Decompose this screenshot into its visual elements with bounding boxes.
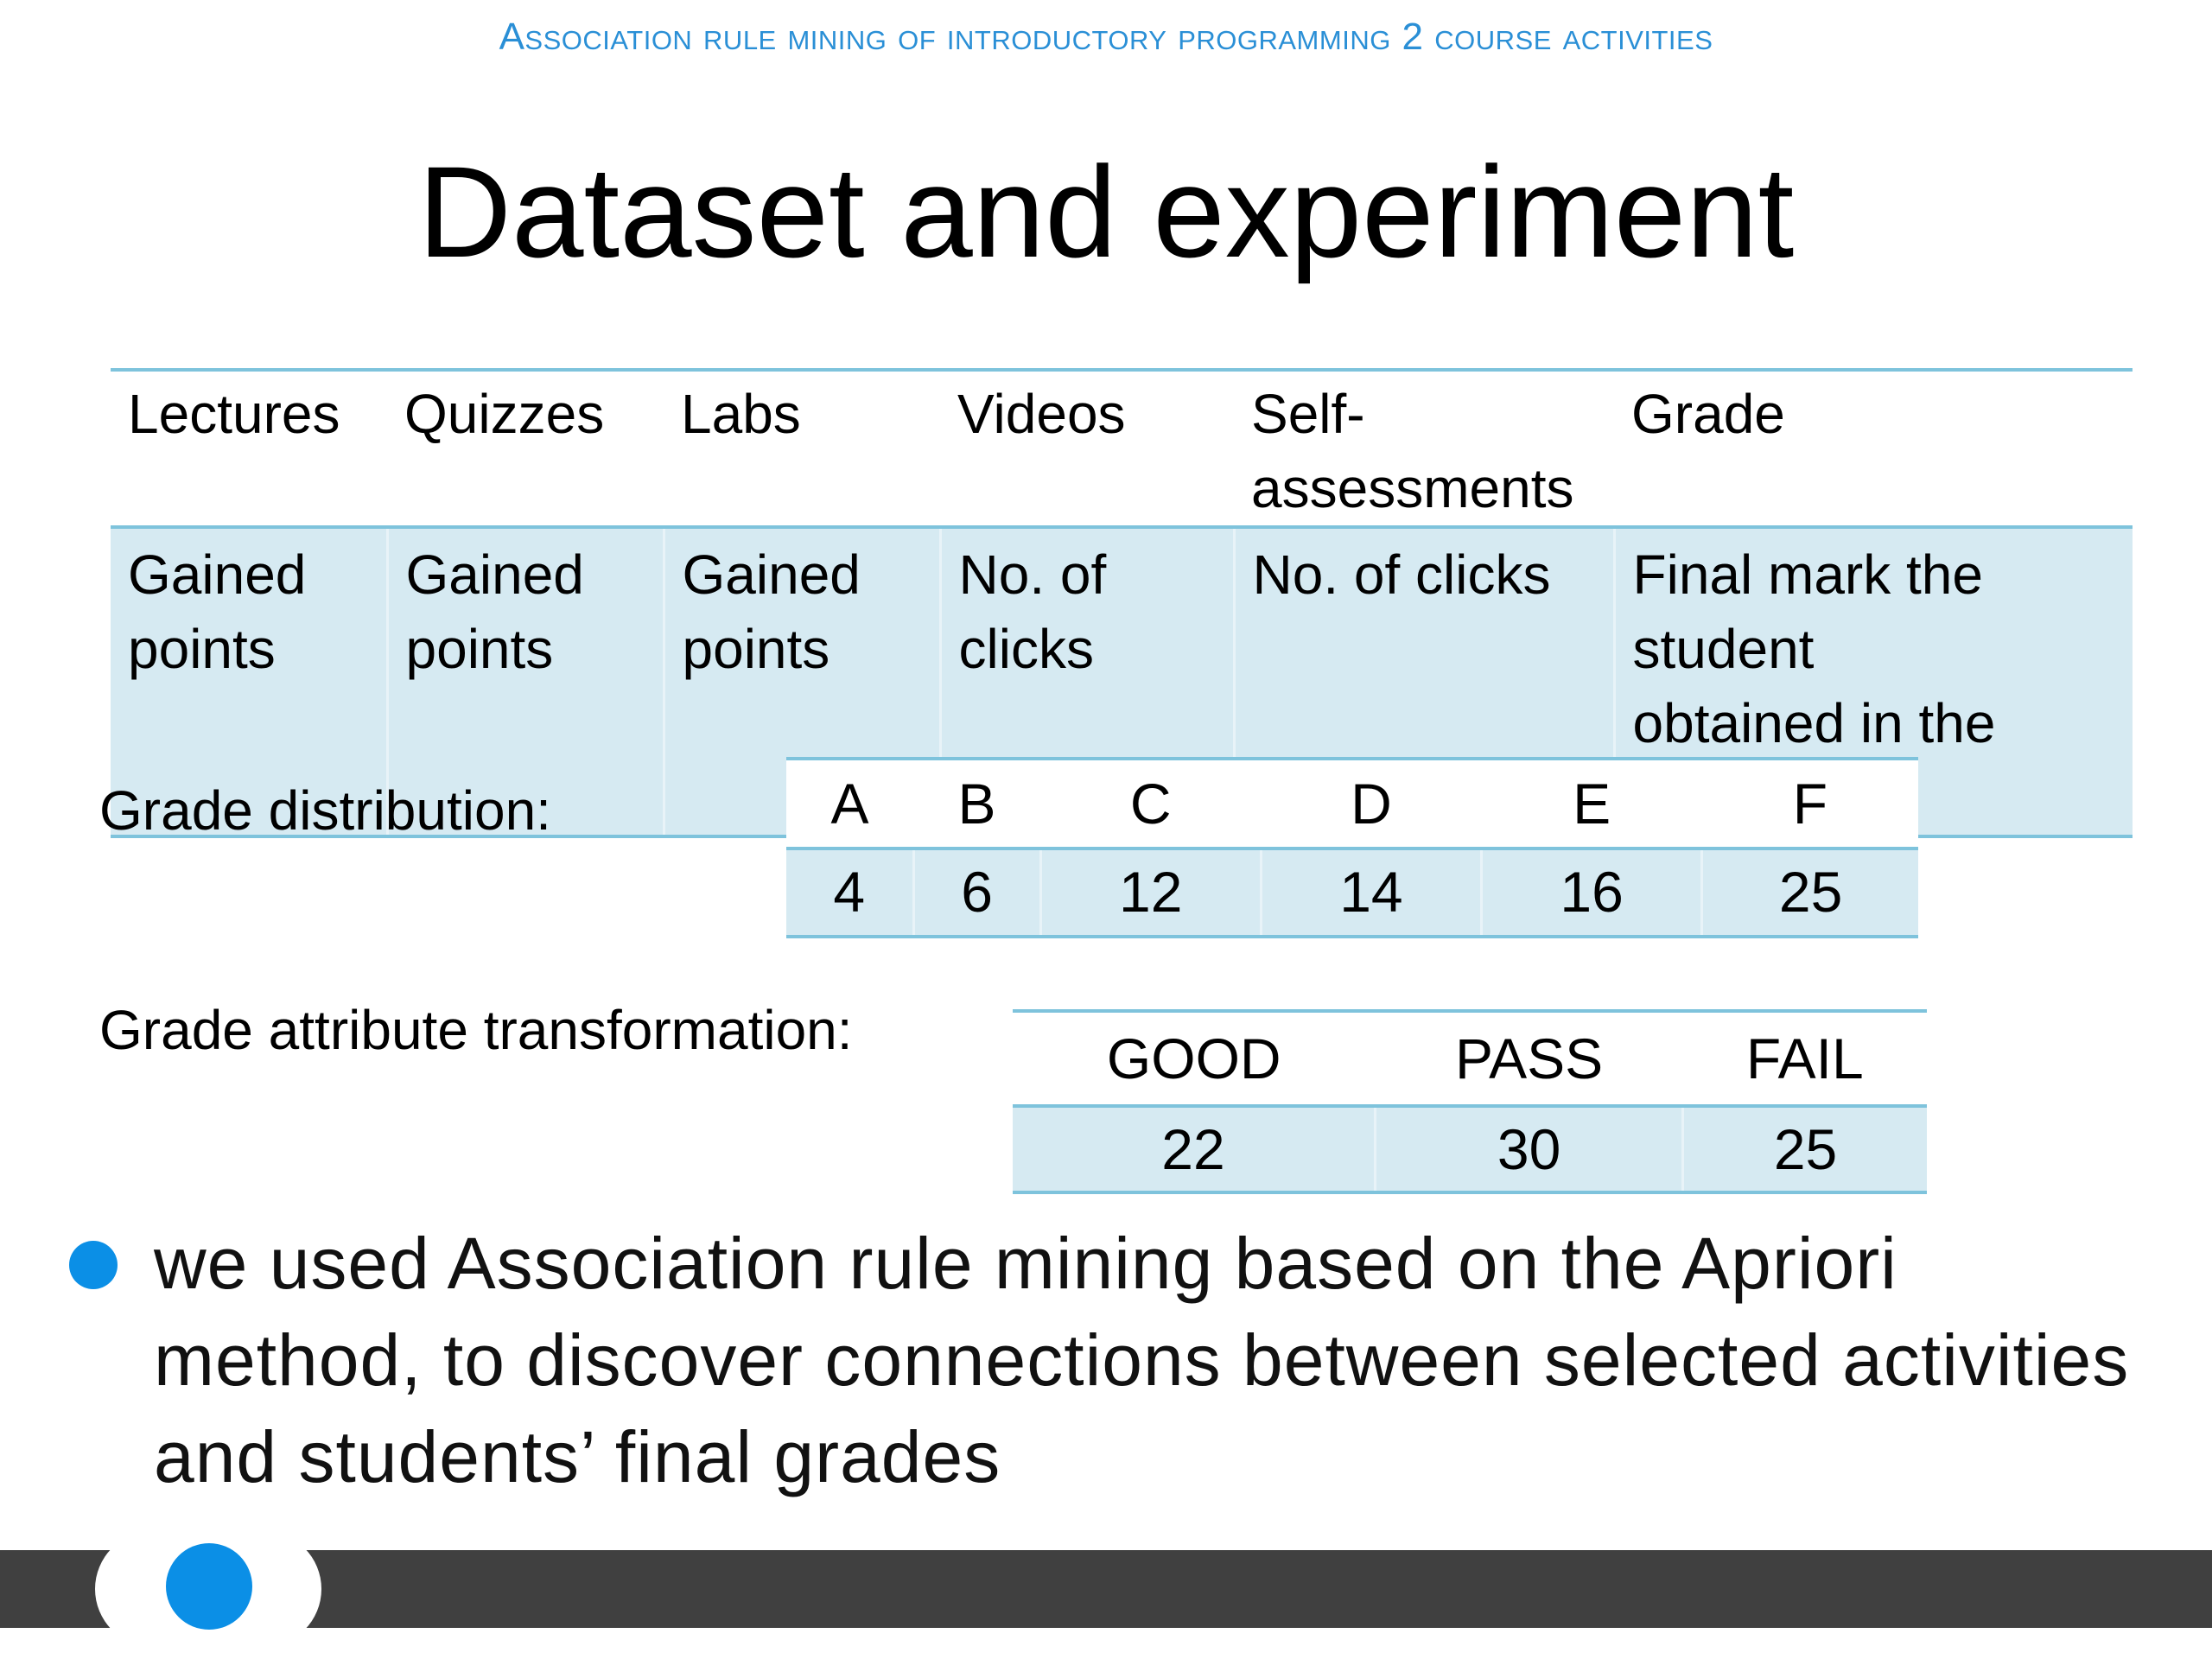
grade-class: FAIL — [1683, 1011, 1927, 1106]
grade-class-count: 25 — [1683, 1106, 1927, 1192]
grade-distribution-header-row — [786, 759, 1918, 849]
attr-header-labs: Labs — [664, 370, 940, 527]
grade-distribution-table — [786, 757, 1918, 938]
bullet-dot-icon — [69, 1241, 118, 1289]
grade-transformation-header-row — [1013, 1011, 1927, 1106]
grade-class-count: 30 — [1376, 1106, 1683, 1192]
attr-header-grade: Grade — [1614, 370, 2133, 527]
attr-desc-lectures: Gained points — [111, 527, 387, 836]
grade-letter: E — [1482, 759, 1702, 849]
grade-distribution-count-row — [786, 849, 1918, 937]
grade-letter: D — [1261, 759, 1481, 849]
grade-count: 6 — [913, 849, 1040, 937]
footer-circle-icon — [166, 1543, 252, 1630]
grade-count: 14 — [1261, 849, 1481, 937]
grade-transformation-table — [1013, 1009, 1927, 1194]
attr-header-quizzes: Quizzes — [387, 370, 664, 527]
attr-desc-grade: Final mark the student obtained in the — [1614, 527, 2133, 836]
footer-bar — [0, 1550, 2212, 1628]
grade-class-count: 22 — [1013, 1106, 1376, 1192]
grade-count: 16 — [1482, 849, 1702, 937]
attr-header-lectures: Lectures — [111, 370, 387, 527]
grade-letter: B — [913, 759, 1040, 849]
attr-header-videos: Videos — [940, 370, 1234, 527]
attr-header-self-assessments: Self- assessments — [1234, 370, 1614, 527]
attr-desc-quizzes: Gained points — [387, 527, 664, 836]
grade-letter: F — [1702, 759, 1918, 849]
attr-desc-videos: No. of clicks — [940, 527, 1234, 836]
attr-desc-labs: Gained points — [664, 527, 940, 836]
bullet-text: we used Association rule mining based on the Apriori method, to discover connections between selected activities and students’ final grades — [154, 1223, 2130, 1497]
grade-class: PASS — [1376, 1011, 1683, 1106]
grade-count: 12 — [1040, 849, 1261, 937]
grade-letter: C — [1040, 759, 1261, 849]
slide-header: Association rule mining of introductory programming 2 course activities — [499, 16, 1713, 58]
grade-count: 25 — [1702, 849, 1918, 937]
attr-desc-self-assessments: No. of clicks — [1234, 527, 1614, 836]
grade-count: 4 — [786, 849, 913, 937]
grade-transformation-count-row — [1013, 1106, 1927, 1192]
grade-distribution-label: Grade distribution: — [99, 779, 551, 842]
grade-transformation-label: Grade attribute transformation: — [99, 999, 853, 1061]
slide-title: Dataset and experiment — [417, 139, 1795, 284]
grade-letter: A — [786, 759, 913, 849]
attributes-header-row — [111, 370, 2133, 527]
grade-class: GOOD — [1013, 1011, 1376, 1106]
